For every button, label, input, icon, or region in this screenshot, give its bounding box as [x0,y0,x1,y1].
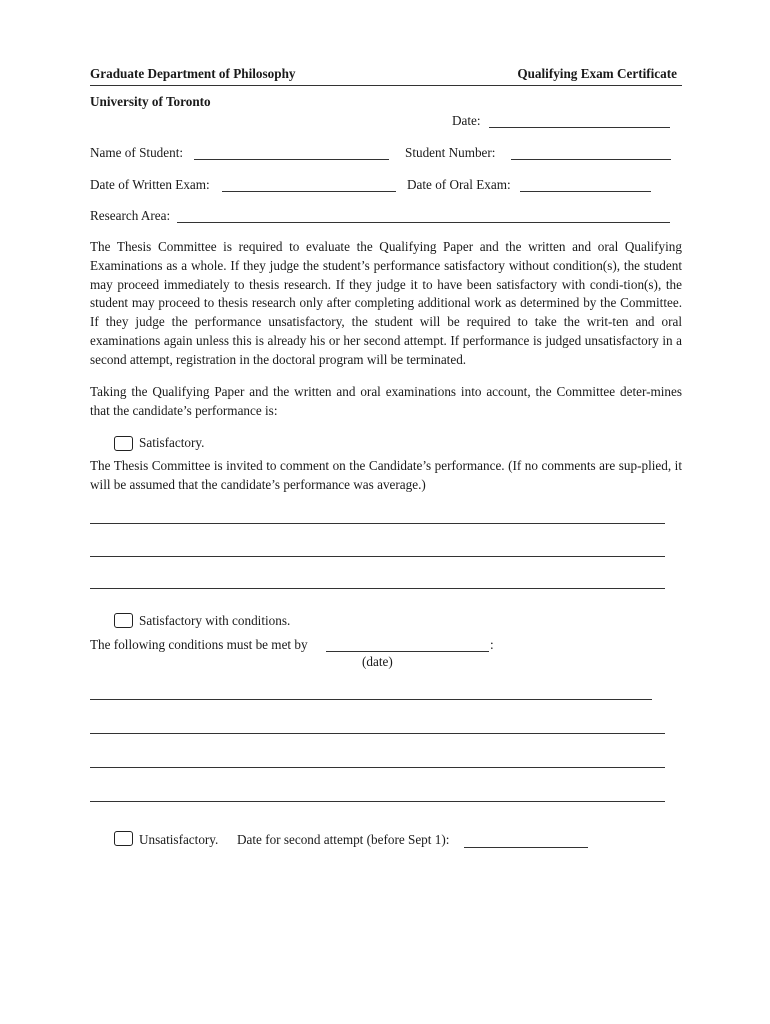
comment-line-3[interactable] [90,588,665,589]
oral-exam-label: Date of Oral Exam: [407,177,511,192]
department-name: Graduate Department of Philosophy [90,66,296,81]
header-rule [90,85,682,86]
evaluation-paragraph: The Thesis Committee is required to evaluate the Qualifying Paper and the written and oral Qualifying Examinations as a whole. If they judge the student’s performance satisfactory without condition(s), the student may proceed immediately to thesis research. If they judge it to have been satisfactory with condi-tion(s), the student may proceed to thesis research only after completing additional work as determined by the Committee. If they judge the performance unsatisfactory, the student will be required to take the writ-ten and oral examinations again unless this is already his or her second attempt. If performance is judged unsatisfactory in a second attempt, registration in the doctoral program will be terminated. [90,239,682,367]
satisfactory-with-conditions-label: Satisfactory with conditions. [139,613,291,628]
comment-line-2[interactable] [90,556,665,557]
conditions-line-4[interactable] [90,801,665,802]
conditions-colon: : [490,637,494,652]
university-name: University of Toronto [90,94,211,109]
conditions-line-1[interactable] [90,699,652,700]
unsatisfactory-label: Unsatisfactory. [139,832,219,847]
written-exam-field[interactable] [222,191,396,192]
written-exam-label: Date of Written Exam: [90,177,210,192]
determination-paragraph: Taking the Qualifying Paper and the written and oral examinations into account, the Committee deter-mines that the candidate’s performance is: [90,384,682,418]
student-number-label: Student Number: [405,145,496,160]
student-name-field[interactable] [194,159,389,160]
oral-exam-field[interactable] [520,191,651,192]
conditions-date-caption: (date) [362,654,393,669]
date-field[interactable] [489,127,670,128]
second-attempt-date-field[interactable] [464,847,588,848]
satisfactory-checkbox[interactable] [114,436,133,451]
satisfactory-with-conditions-checkbox[interactable] [114,613,133,628]
second-attempt-label: Date for second attempt (before Sept 1): [237,832,450,847]
conditions-prefix: The following conditions must be met by [90,637,308,652]
conditions-line-2[interactable] [90,733,665,734]
student-number-field[interactable] [511,159,671,160]
conditions-date-field[interactable] [326,651,489,652]
comment-instructions: The Thesis Committee is invited to comment on the Candidate’s performance. (If no comments are sup-plied, it will be assumed that the candidate’s performance was average.) [90,458,682,492]
research-area-field[interactable] [177,222,670,223]
certificate-title: Qualifying Exam Certificate [517,66,677,81]
conditions-line-3[interactable] [90,767,665,768]
research-area-label: Research Area: [90,208,171,223]
student-name-label: Name of Student: [90,145,184,160]
satisfactory-label: Satisfactory. [139,435,205,450]
unsatisfactory-checkbox[interactable] [114,831,133,846]
comment-line-1[interactable] [90,523,665,524]
date-label: Date: [452,113,481,128]
